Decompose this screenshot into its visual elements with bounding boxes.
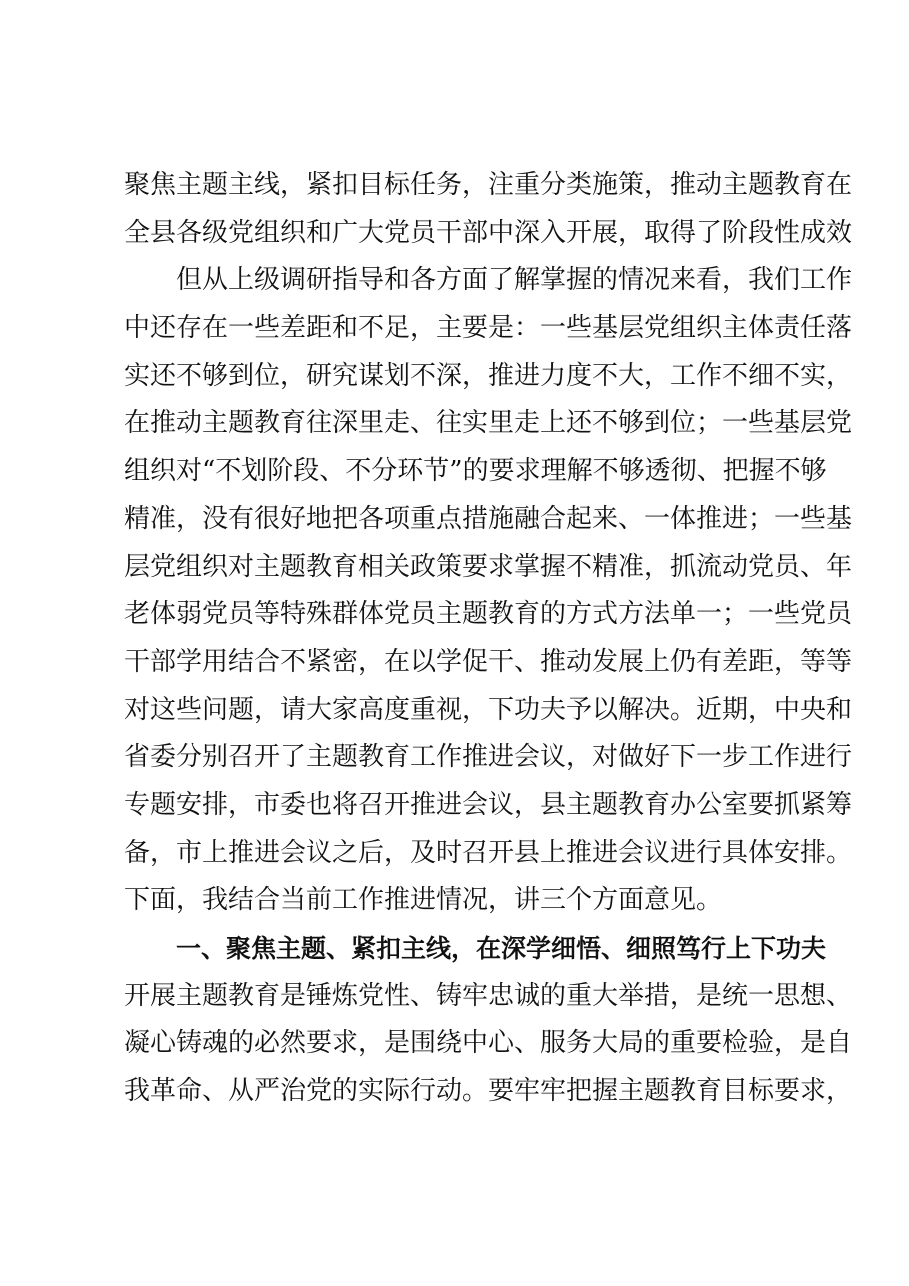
body-line: 省委分别召开了主题教育工作推进会议，对做好下一步工作进行 [124, 742, 853, 773]
body-line: 实还不够到位，研究谋划不深，推进力度不大，工作不细不实， [124, 360, 853, 391]
document-body [124, 162, 853, 1116]
body-line: 凝心铸魂的必然要求，是围绕中心、服务大局的重要检验，是自 [124, 1028, 853, 1059]
body-line: 全县各级党组织和广大党员干部中深入开展，取得了阶段性成效 [124, 217, 853, 248]
body-line: 备，市上推进会议之后，及时召开县上推进会议进行具体安排。 [124, 837, 853, 868]
body-line: 组织对“不划阶段、不分环节”的要求理解不够透彻、把握不够 [124, 456, 827, 487]
body-line: 在推动主题教育往深里走、往实里走上还不够到位；一些基层党 [124, 408, 853, 439]
body-line: 我革命、从严治党的实际行动。要牢牢把握主题教育目标要求， [124, 1076, 853, 1107]
body-line: 专题安排，市委也将召开推进会议，县主题教育办公室要抓紧筹 [124, 789, 853, 820]
body-line: 中还存在一些差距和不足，主要是：一些基层党组织主体责任落 [124, 313, 853, 344]
body-line: 聚焦主题主线，紧扣目标任务，注重分类施策，推动主题教育在 [124, 170, 853, 200]
body-line: 开展主题教育是锤炼党性、铸牢忠诚的重大举措，是统一思想、 [124, 980, 853, 1011]
paragraph-last-line: 下面，我结合当前工作推进情况，讲三个方面意见。 [124, 885, 723, 916]
paragraph-first-line: 但从上级调研指导和各方面了解掌握的情况来看，我们工作 [176, 265, 853, 296]
body-line: 层党组织对主题教育相关政策要求掌握不精准，抓流动党员、年 [124, 551, 853, 582]
body-line: 老体弱党员等特殊群体党员主题教育的方式方法单一；一些党员 [124, 599, 853, 630]
body-line: 精准，没有很好地把各项重点措施融合起来、一体推进；一些基 [124, 503, 853, 534]
body-line: 对这些问题，请大家高度重视，下功夫予以解决。近期，中央和 [124, 694, 853, 725]
section-heading: 一、聚焦主题、紧扣主线，在深学细悟、细照笃行上下功夫 [176, 934, 827, 963]
body-line: 干部学用结合不紧密，在以学促干、推动发展上仍有差距，等等 [124, 646, 853, 677]
